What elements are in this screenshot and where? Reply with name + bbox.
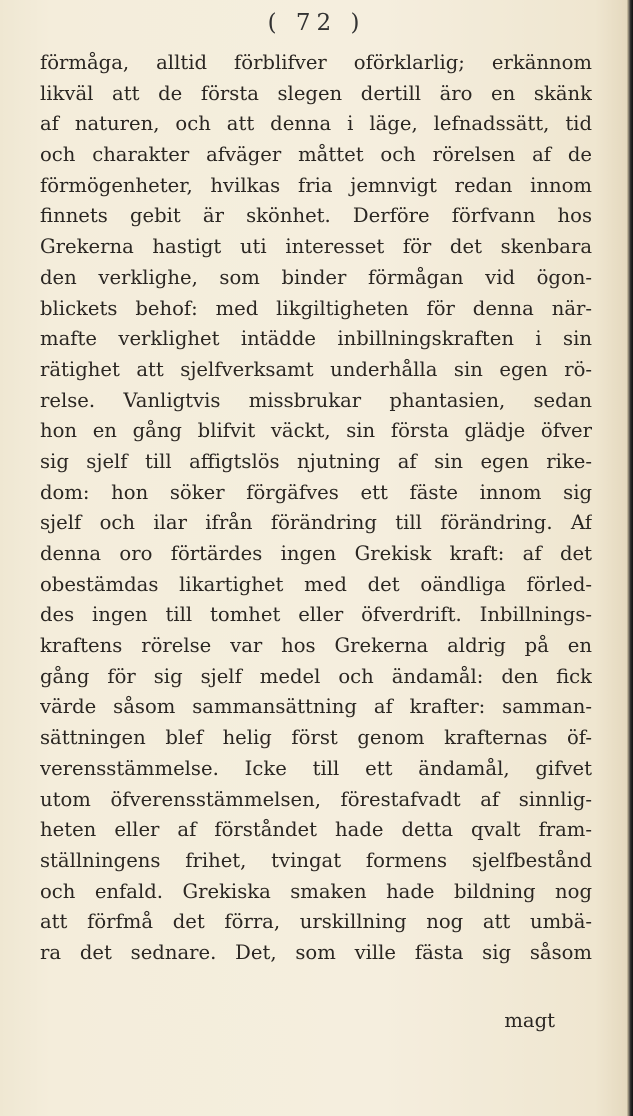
text-line: värde såsom sammansättning af krafter: samman- bbox=[40, 695, 592, 719]
text-line: gång för sig sjelf medel och ändamål: den fick bbox=[40, 664, 592, 688]
page-edge bbox=[627, 0, 633, 1116]
text-line: af naturen, och att denna i läge, lefnadssätt, tid bbox=[40, 112, 592, 136]
text-line: sättningen blef helig först genom krafternas öf- bbox=[40, 726, 592, 750]
text-line: dom: hon söker förgäfves ett fäste innom sig bbox=[40, 480, 592, 504]
text-line: kraftens rörelse var hos Grekerna aldrig på en bbox=[40, 634, 592, 658]
text-line: och charakter afväger måttet och rörelsen af de bbox=[40, 143, 592, 167]
text-line: Grekerna hastigt uti interesset för det skenbara bbox=[40, 235, 592, 259]
body-text bbox=[40, 48, 592, 969]
text-line: att förfmå det förra, urskillning nog att umbä- bbox=[40, 910, 592, 934]
text-line: verensstämmelse. Icke till ett ändamål, gifvet bbox=[40, 756, 592, 780]
text-line: och enfald. Grekiska smaken hade bildning nog bbox=[40, 879, 592, 903]
text-line: finnets gebit är skönhet. Derföre förfvann hos bbox=[40, 204, 592, 228]
text-line: heten eller af förståndet hade detta qvalt fram- bbox=[40, 818, 592, 842]
text-line: hon en gång blifvit väckt, sin första glädje öfver bbox=[40, 419, 592, 443]
text-line: des ingen till tomhet eller öfverdrift. Inbillnings- bbox=[40, 603, 592, 627]
text-line: utom öfverensstämmelsen, förestafvadt af sinnlig- bbox=[40, 787, 592, 811]
text-line: likväl att de första slegen dertill äro en skänk bbox=[40, 81, 592, 105]
text-line: den verklighe, som binder förmågan vid ögon- bbox=[40, 265, 592, 289]
text-line: sjelf och ilar ifrån förändring till förändring. Af bbox=[40, 511, 592, 535]
text-line: rätighet att sjelfverksamt underhålla sin egen rö- bbox=[40, 357, 592, 381]
catchword: magt bbox=[504, 1009, 555, 1032]
text-line: mafte verklighet intädde inbillningskraften i sin bbox=[40, 327, 592, 351]
text-line: relse. Vanligtvis missbrukar phantasien, sedan bbox=[40, 388, 592, 412]
text-line: ra det sednare. Det, som ville fästa sig såsom bbox=[40, 940, 592, 964]
text-line: förmåga, alltid förblifver oförklarlig; erkännom bbox=[40, 51, 592, 74]
text-line: sig sjelf till affigtslös njutning af sin egen rike- bbox=[40, 449, 592, 473]
text-line: ställningens frihet, tvingat formens sjelfbestånd bbox=[40, 848, 592, 872]
text-line: obestämdas likartighet med det oändliga förled- bbox=[40, 572, 592, 596]
text-line: förmögenheter, hvilkas fria jemnvigt redan innom bbox=[40, 173, 592, 197]
text-line: denna oro förtärdes ingen Grekisk kraft: af det bbox=[40, 542, 592, 565]
page-number: ( 72 ) bbox=[267, 10, 366, 36]
text-line: blickets behof: med likgiltigheten för denna när- bbox=[40, 296, 592, 320]
